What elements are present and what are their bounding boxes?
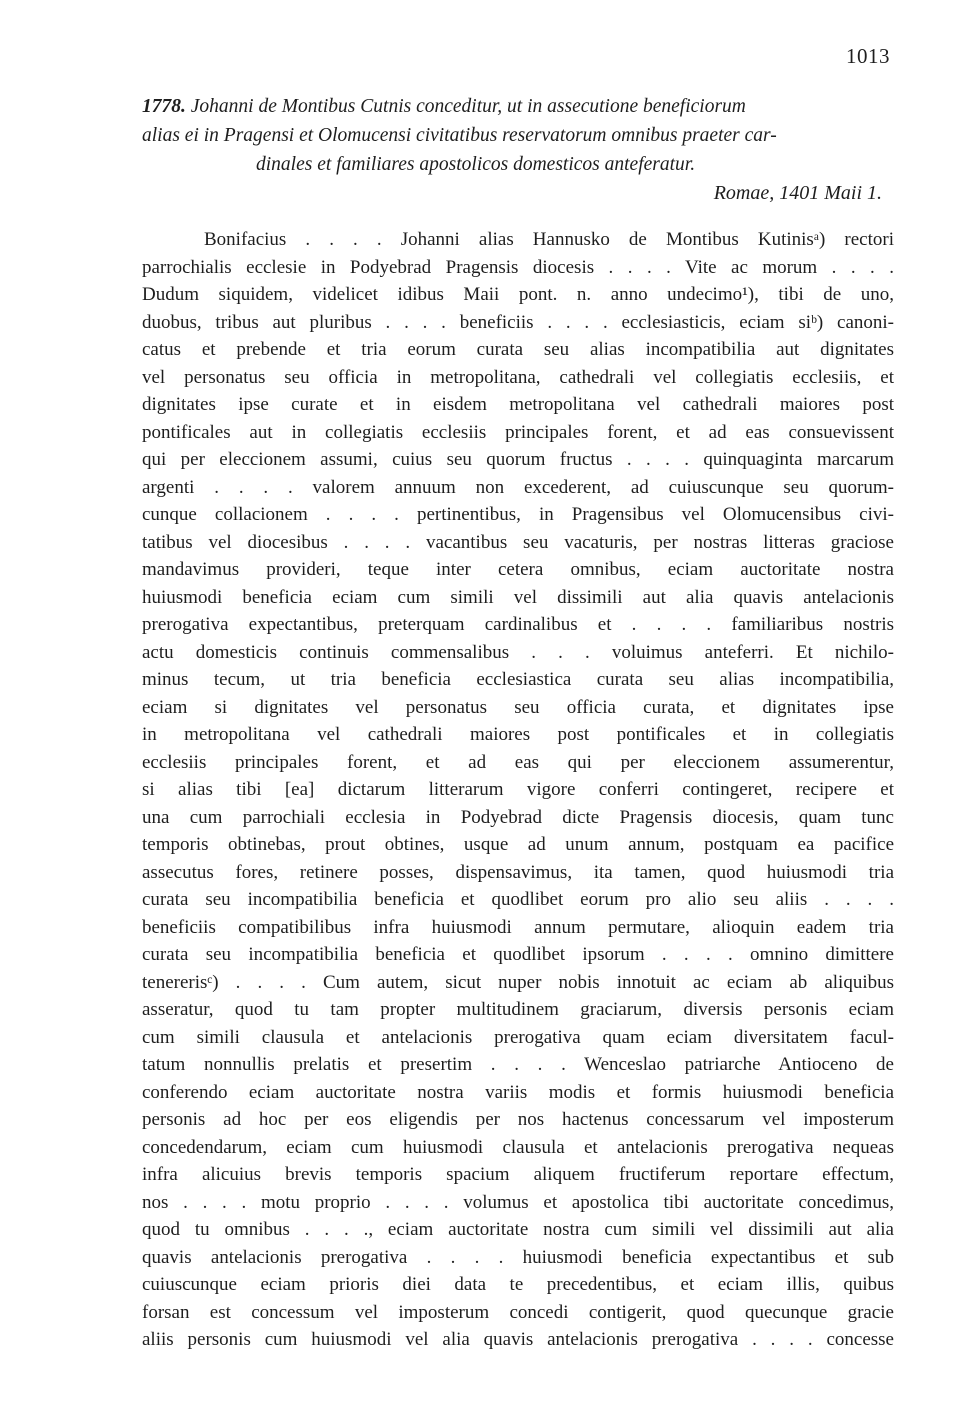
body-line: in metropolitana vel cathedrali maiores post pontificales et in collegiatis xyxy=(142,724,894,745)
regest-text-1: Johanni de Montibus Cutnis conceditur, ut in assecutione beneficiorum xyxy=(190,96,746,117)
body-line: quavis antelacionis prerogativa . . . . huiusmodi beneficia expectantibus et sub xyxy=(142,1246,894,1268)
body-line: Dudum siquidem, videlicet idibus Maii pont. n. anno undecimo¹), tibi de uno, xyxy=(142,284,894,305)
body-line: temporis obtinebas, prout obtines, usque ad unum annum, postquam ea pacifice xyxy=(142,834,894,855)
body-line: infra alicuius brevis temporis spacium aliquem fructiferum reportare effectum, xyxy=(142,1164,894,1185)
body-line: tatum nonnullis prelatis et presertim . . . . Wenceslao patriarche Antioceno de xyxy=(142,1054,894,1075)
page-number: 1013 xyxy=(846,44,890,68)
body-line: cunque collacionem . . . . pertinentibus, in Pragensibus vel Olomucensibus civi- xyxy=(142,504,894,525)
body-line: tatibus vel diocesibus . . . . vacantibus seu vacaturis, per nostras litteras graciose xyxy=(142,531,894,553)
body-line: quod tu omnibus . . . ., eciam auctoritate nostra cum simili vel dissimili aut alia xyxy=(142,1219,894,1240)
body-line: qui per eleccionem assumi, cuius seu quorum fructus . . . . quinquaginta marcarum xyxy=(142,449,894,470)
body-line: cum simili clausula et antelacionis prerogativa quam eciam diversitatem facul- xyxy=(142,1026,894,1048)
regest-line-1 xyxy=(142,92,894,121)
regest-line-2: alias ei in Pragensi et Olomucensi civitatibus reservatorum omnibus praeter car- xyxy=(142,125,777,146)
body-line: parrochialis ecclesie in Podyebrad Pragensis diocesis . . . . Vite ac morum . . . . xyxy=(142,256,894,278)
body-line: actu domesticis continuis commensalibus . . . voluimus anteferri. Et nichilo- xyxy=(142,641,894,663)
body-line: curata seu incompatibilia beneficia et quodlibet eorum pro alio seu aliis . . . . xyxy=(142,889,894,910)
body-line: prerogativa expectantibus, preterquam cardinalibus et . . . . familiaribus nostris xyxy=(142,614,894,635)
body-line: vel personatus seu officia in metropolitana, cathedrali vel collegiatis ecclesiis, et xyxy=(142,366,894,388)
body-line: huiusmodi beneficia eciam cum simili vel dissimili aut alia quavis antelacionis xyxy=(142,586,894,608)
body-line: Bonifacius . . . . Johanni alias Hannusko de Montibus Kutinisᵃ) rectori xyxy=(204,229,894,250)
regest-line-3: dinales et familiares apostolicos domesticos anteferatur. xyxy=(256,154,696,175)
body-line: cuiuscunque eciam prioris diei data te precedentibus, et eciam illis, quibus xyxy=(142,1274,894,1295)
body-line: mandavimus provideri, teque inter cetera omnibus, eciam auctoritate nostra xyxy=(142,559,894,580)
body-line: duobus, tribus aut pluribus . . . . beneficiis . . . . ecclesiasticis, eciam siᵇ) canoni- xyxy=(142,311,894,333)
body-line: si alias tibi [ea] dictarum litterarum vigore conferri contingeret, recipere et xyxy=(142,779,894,800)
document-body xyxy=(142,226,894,1354)
body-line: una cum parrochiali ecclesia in Podyebrad dicte Pragensis diocesis, quam tunc xyxy=(142,806,894,828)
body-line: catus et prebende et tria eorum curata seu alias incompatibilia aut dignitates xyxy=(142,339,894,360)
body-line: asseratur, quod tu tam propter multitudinem graciarum, diversis personis eciam xyxy=(142,999,894,1020)
body-line: beneficiis compatibilibus infra huiusmodi annum permutare, alioquin eadem tria xyxy=(142,916,894,938)
body-line: nos . . . . motu proprio . . . . volumus et apostolica tibi auctoritate concedimus, xyxy=(142,1191,894,1213)
body-line: assecutus fores, retinere posses, dispensavimus, ita tamen, quod huiusmodi tria xyxy=(142,861,894,883)
dateline: Romae, 1401 Maii 1. xyxy=(713,182,882,204)
body-line: tenererisᶜ) . . . . Cum autem, sicut nuper nobis innotuit ac eciam ab aliquibus xyxy=(142,971,894,993)
body-line: minus tecum, ut tria beneficia ecclesiastica curata seu alias incompatibilia, xyxy=(142,669,894,690)
body-line: argenti . . . . valorem annuum non excederent, ad cuiuscunque seu quorum- xyxy=(142,476,894,498)
body-line: pontificales aut in collegiatis ecclesiis principales forent, et ad eas consuevissent xyxy=(142,421,894,443)
entry-number: 1778. xyxy=(142,96,186,117)
body-line: personis ad hoc per eos eligendis per nos hactenus concessarum vel imposterum xyxy=(142,1109,894,1130)
regest-summary xyxy=(142,92,894,179)
body-line: dignitates ipse curate et in eisdem metropolitana vel cathedrali maiores post xyxy=(142,394,894,415)
body-line: eciam si dignitates vel personatus seu officia curata, et dignitates ipse xyxy=(142,696,894,718)
body-line: ecclesiis principales forent, et ad eas qui per eleccionem assumerentur, xyxy=(142,751,894,773)
body-line: curata seu incompatibilia beneficia et quodlibet ipsorum . . . . omnino dimittere xyxy=(142,944,894,965)
body-line: aliis personis cum huiusmodi vel alia quavis antelacionis prerogativa . . . . concesse xyxy=(142,1329,894,1350)
body-line: conferendo eciam auctoritate nostra variis modis et formis huiusmodi beneficia xyxy=(142,1081,894,1103)
body-line: forsan est concessum vel imposterum concedi contigerit, quod quecunque gracie xyxy=(142,1301,894,1323)
body-line: concedendarum, eciam cum huiusmodi clausula et antelacionis prerogativa nequeas xyxy=(142,1136,894,1158)
